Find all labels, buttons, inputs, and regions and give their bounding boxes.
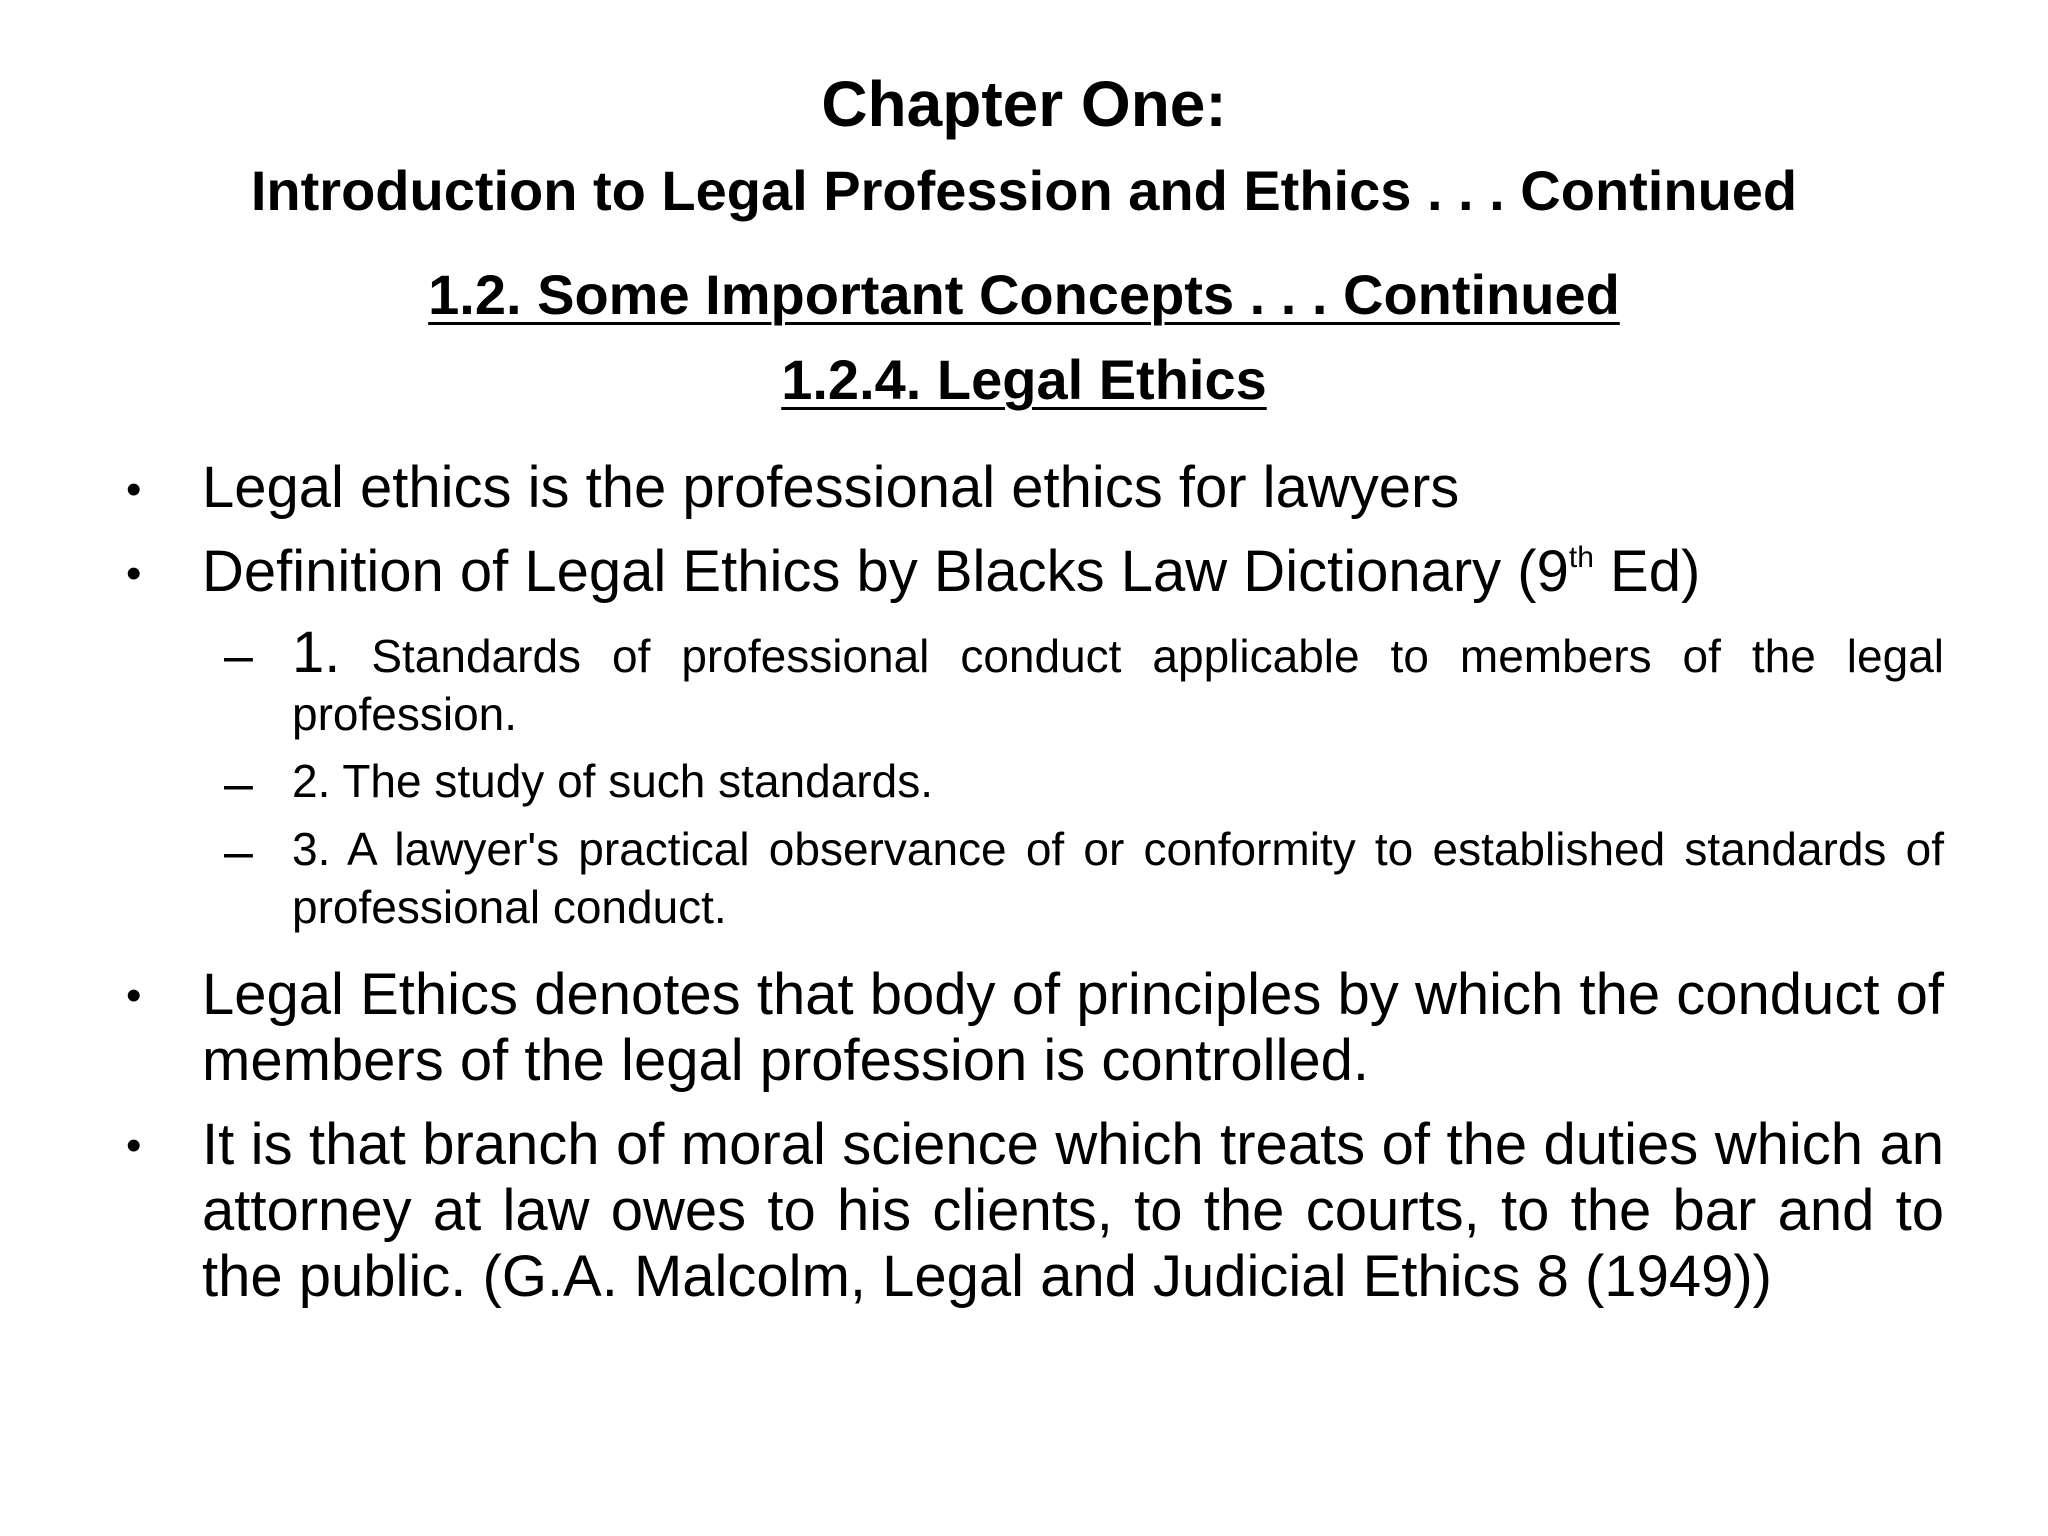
list-item-2-end: Ed) (1593, 539, 1701, 604)
list-item-4: It is that branch of moral science which treats of the duties which an attorney at law owes to his clients, to the courts, to the bar and to the public. (G.A. Malcolm, Legal and Judicial Ethics 8 (1949)) (202, 1112, 1944, 1309)
list-item-2 (202, 539, 1944, 615)
section-heading: 1.2. Some Important Concepts . . . Continued (428, 263, 1620, 326)
subsection-heading: 1.2.4. Legal Ethics (781, 348, 1267, 411)
definition-1 (292, 620, 1944, 743)
bullet-marker: • (126, 971, 142, 1020)
chapter-title: Chapter One: (821, 68, 1227, 140)
superscript: th (1568, 541, 1594, 574)
definition-3: 3. A lawyer's practical observance of or conformity to established standards of professional conduct. (292, 823, 1944, 933)
list-item-3: Legal Ethics denotes that body of principles by which the conduct of members of the legal profession is controlled. (202, 962, 1944, 1093)
definition-1-text: Standards of professional conduct applicable to members of the legal profession. (292, 630, 1944, 740)
bullet-marker: • (126, 549, 142, 598)
list-item-1: Legal ethics is the professional ethics for lawyers (202, 455, 1460, 520)
list-item-2-text: Definition of Legal Ethics by Blacks Law Dictionary (9 (202, 539, 1569, 604)
definition-1-number: 1. (292, 620, 341, 685)
chapter-subtitle: Introduction to Legal Profession and Ethics . . . Continued (250, 159, 1798, 222)
dash-marker: – (224, 627, 253, 685)
bullet-marker: • (126, 465, 142, 514)
definition-2: 2. The study of such standards. (292, 755, 933, 807)
dash-marker: – (224, 823, 253, 881)
dash-marker: – (224, 755, 253, 813)
bullet-marker: • (126, 1121, 142, 1170)
